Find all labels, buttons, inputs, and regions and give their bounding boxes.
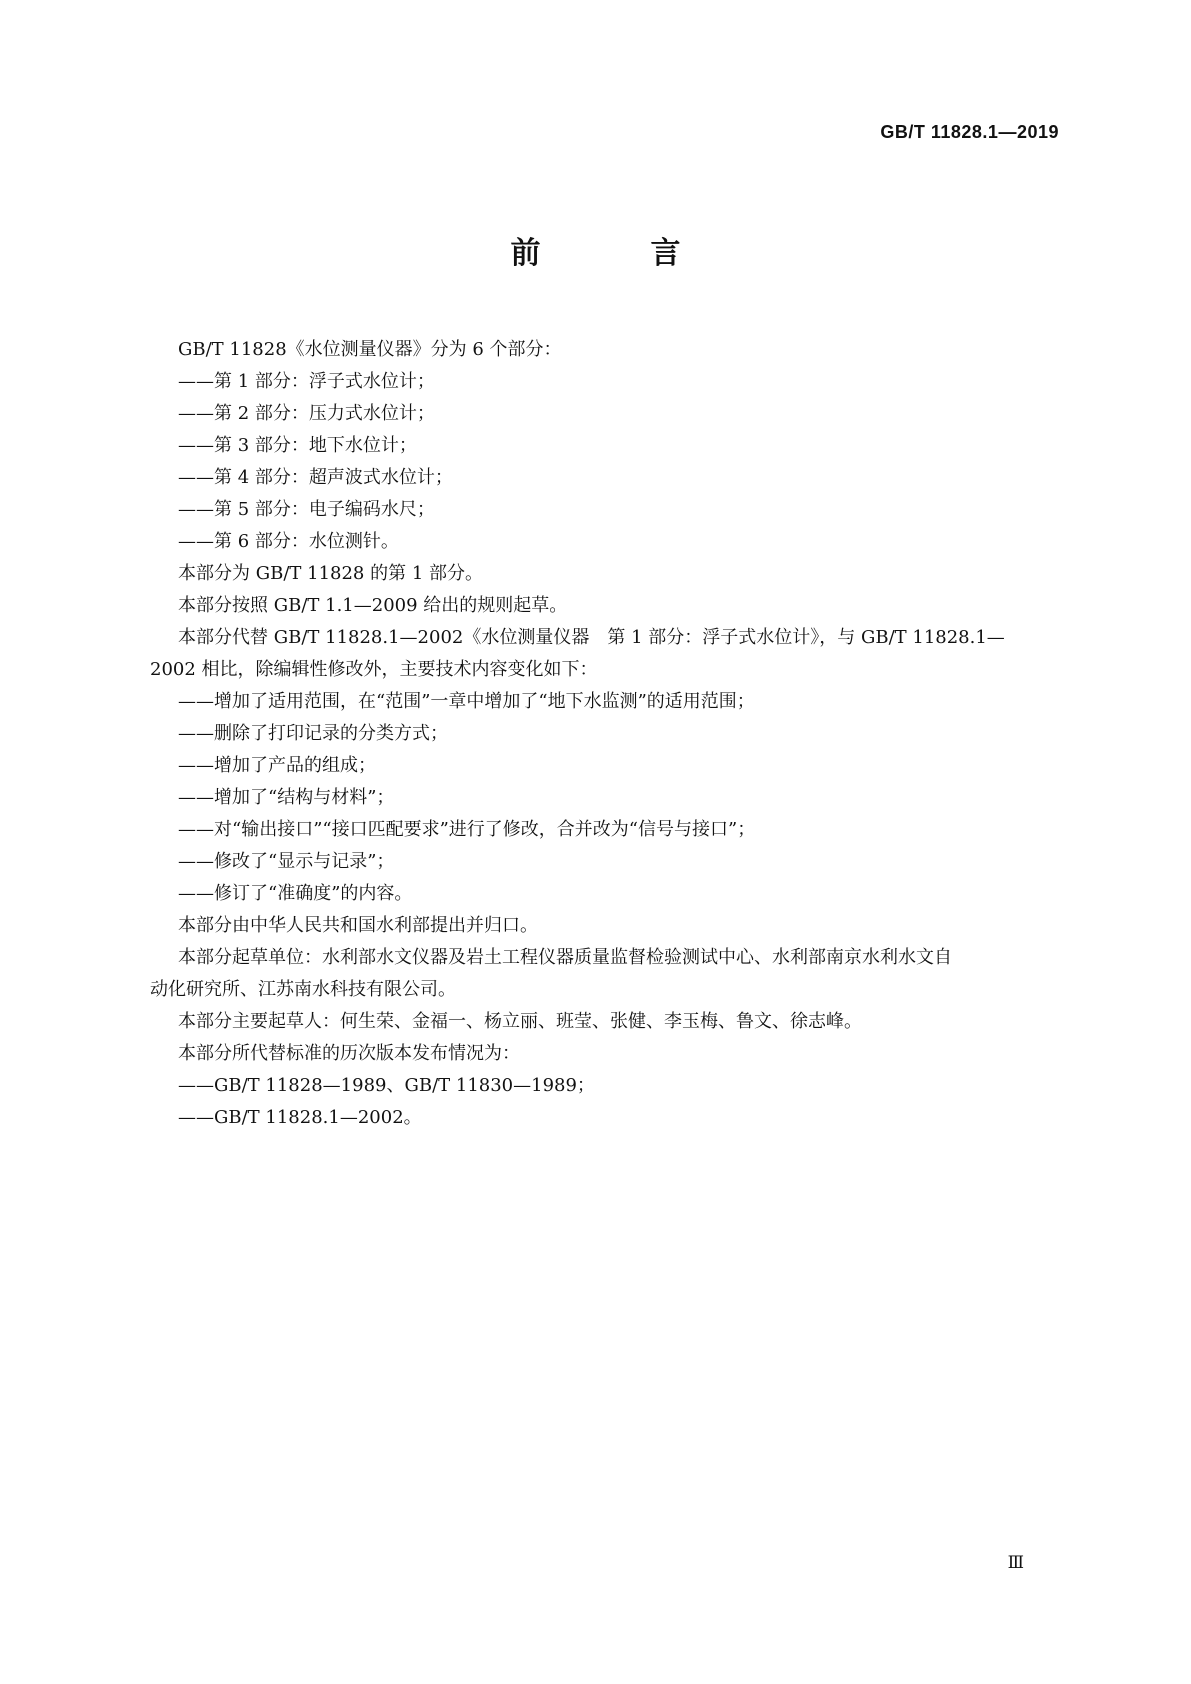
replacement-statement-line-1: 本部分代替 GB/T 11828.1—2002《水位测量仪器 第 1 部分：浮子式水位计》，与 GB/T 11828.1— xyxy=(178,627,1005,648)
change-item-3: ——增加了产品的组成； xyxy=(178,755,376,776)
change-item-1: ——增加了适用范围，在“范围”一章中增加了“地下水监测”的适用范围； xyxy=(178,691,755,712)
change-item-4: ——增加了“结构与材料”； xyxy=(178,787,395,808)
history-statement: 本部分所代替标准的历次版本发布情况为： xyxy=(178,1043,520,1064)
drafters-statement: 本部分主要起草人：何生荣、金福一、杨立丽、班莹、张健、李玉梅、鲁文、徐志峰。 xyxy=(178,1011,862,1032)
replacement-statement-line-2: 2002 相比，除编辑性修改外，主要技术内容变化如下： xyxy=(150,659,598,680)
drafting-units-line-1: 本部分起草单位：水利部水文仪器及岩土工程仪器质量监督检验测试中心、水利部南京水利水文自 xyxy=(178,947,952,968)
part-item-4: ——第 4 部分：超声波式水位计； xyxy=(178,467,453,488)
change-item-7: ——修订了“准确度”的内容。 xyxy=(178,883,413,904)
proposal-statement: 本部分由中华人民共和国水利部提出并归口。 xyxy=(178,915,538,936)
drafting-units-line-2: 动化研究所、江苏南水科技有限公司。 xyxy=(150,979,456,1000)
part-item-1: ——第 1 部分：浮子式水位计； xyxy=(178,371,435,392)
page-title: 前 言 xyxy=(510,236,721,271)
foreword-body xyxy=(150,334,1064,1134)
change-item-2: ——删除了打印记录的分类方式； xyxy=(178,723,448,744)
change-item-6: ——修改了“显示与记录”； xyxy=(178,851,395,872)
part-item-5: ——第 5 部分：电子编码水尺； xyxy=(178,499,435,520)
page-number: Ⅲ xyxy=(1007,1553,1024,1573)
parts-statement: GB/T 11828《水位测量仪器》分为 6 个部分： xyxy=(178,339,562,360)
part-item-2: ——第 2 部分：压力式水位计； xyxy=(178,403,435,424)
standard-code: GB/T 11828.1—2019 xyxy=(880,122,1059,142)
part-item-3: ——第 3 部分：地下水位计； xyxy=(178,435,417,456)
history-item-1: ——GB/T 11828—1989、GB/T 11830—1989； xyxy=(178,1075,595,1096)
drafting-rules-statement: 本部分按照 GB/T 1.1—2009 给出的规则起草。 xyxy=(178,595,568,616)
part-item-6: ——第 6 部分：水位测针。 xyxy=(178,531,399,552)
this-part-statement: 本部分为 GB/T 11828 的第 1 部分。 xyxy=(178,563,483,584)
change-item-5: ——对“输出接口”“接口匹配要求”进行了修改，合并改为“信号与接口”； xyxy=(178,819,756,840)
history-item-2: ——GB/T 11828.1—2002。 xyxy=(178,1107,422,1128)
